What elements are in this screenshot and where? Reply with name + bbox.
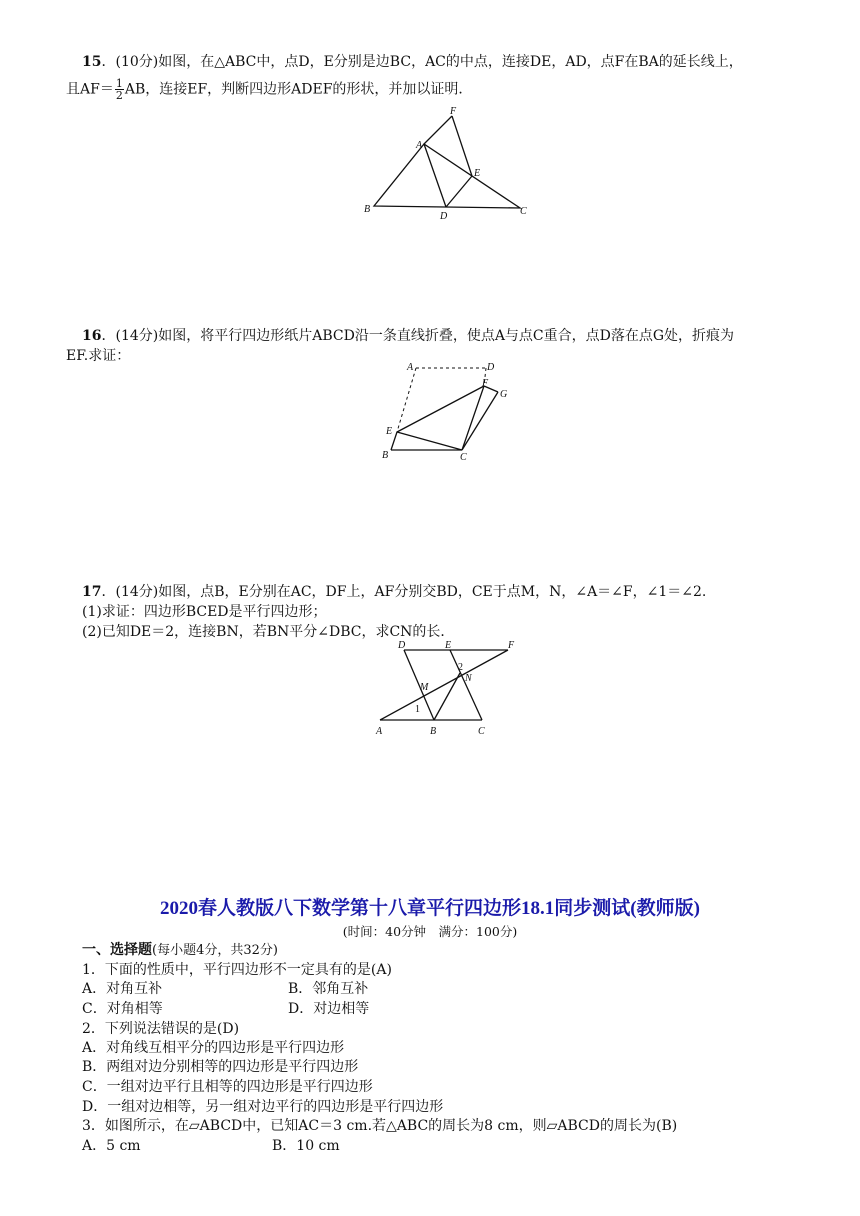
mc2-option-d: D．一组对边相等，另一组对边平行的四边形是平行四边形 bbox=[82, 1099, 444, 1115]
q16-label-a: A bbox=[407, 362, 414, 373]
section-note: (每小题4分，共32分) bbox=[152, 943, 278, 958]
q17-label-n: N bbox=[465, 673, 472, 684]
mc2-option-b: B．两组对边分别相等的四边形是平行四边形 bbox=[82, 1059, 359, 1075]
q17-text-1: ．(14分)如图，点B，E分别在AC，DF上，AF分别交BD，CE于点M，N，∠A＝∠F，∠1＝∠2. bbox=[101, 584, 707, 600]
q17-figure bbox=[370, 640, 530, 740]
q17-label-a: A bbox=[376, 726, 383, 737]
mc1-option-a: A．对角互补 bbox=[82, 981, 163, 997]
mc1-option-c: C．对角相等 bbox=[82, 1001, 163, 1017]
q15-text-2a: 且AF＝ bbox=[66, 81, 114, 98]
mc1-option-d: D．对边相等 bbox=[288, 1001, 370, 1017]
q15-number: 15 bbox=[82, 54, 102, 70]
q15-segment-fe bbox=[452, 116, 472, 176]
q17-label-1: 1 bbox=[415, 704, 420, 715]
q15-figure bbox=[360, 104, 540, 224]
q17-segment-bn bbox=[434, 673, 460, 720]
q15-triangle-abc bbox=[374, 144, 520, 208]
q16-label-f: F bbox=[482, 378, 489, 389]
q17-line2: (1)求证：四边形BCED是平行四边形； bbox=[82, 604, 327, 620]
q16-label-e: E bbox=[386, 426, 393, 437]
q16-number: 16 bbox=[82, 328, 102, 344]
page-title: 2020春人教版八下数学第十八章平行四边形18.1同步测试(教师版) bbox=[160, 898, 700, 919]
fraction-denominator: 2 bbox=[115, 89, 123, 102]
q16-label-d: D bbox=[487, 362, 495, 373]
q15-text-1: ．(10分)如图，在△ABC中，点D，E分别是边BC，AC的中点，连接DE，AD，点F在BA的延长线上， bbox=[101, 54, 743, 70]
q17-segment-ec bbox=[450, 650, 482, 720]
mc2-option-c: C．一组对边平行且相等的四边形是平行四边形 bbox=[82, 1079, 373, 1095]
q17-label-d: D bbox=[398, 640, 406, 651]
q17-label-b: B bbox=[430, 726, 437, 737]
mc3-option-a: A．5 cm bbox=[82, 1138, 141, 1154]
q15-line1 bbox=[82, 52, 820, 72]
mc1-option-b: B．邻角互补 bbox=[288, 981, 369, 997]
section-title: 一、选择题 bbox=[82, 942, 152, 958]
q17-label-f: F bbox=[508, 640, 515, 651]
mc1-stem: 1．下面的性质中，平行四边形不一定具有的是(A) bbox=[82, 962, 392, 978]
fraction-numerator: 1 bbox=[115, 77, 123, 90]
q16-segment-ec bbox=[397, 432, 462, 450]
q15-label-f: F bbox=[450, 106, 457, 117]
q15-label-a: A bbox=[416, 140, 423, 151]
q17-segment-af bbox=[380, 650, 508, 720]
q16-segment-gc bbox=[462, 392, 498, 450]
q16-line2: EF.求证： bbox=[66, 348, 131, 364]
mc3-stem: 3．如图所示，在▱ABCD中，已知AC＝3 cm.若△ABC的周长为8 cm，则▱ABCD的周长为(B) bbox=[82, 1118, 678, 1134]
q17-line1 bbox=[82, 582, 820, 602]
q15-label-e: E bbox=[474, 168, 481, 179]
q15-label-b: B bbox=[364, 204, 371, 215]
q16-figure bbox=[380, 360, 520, 463]
mc2-option-a: A．对角线互相平分的四边形是平行四边形 bbox=[82, 1040, 345, 1056]
mc3-option-b: B．10 cm bbox=[272, 1138, 340, 1154]
q16-label-g: G bbox=[500, 389, 508, 400]
q16-dashed-ae bbox=[397, 368, 416, 432]
q15-segment-ad bbox=[424, 144, 446, 207]
q15-segment-af bbox=[424, 116, 452, 144]
q16-label-b: B bbox=[382, 450, 389, 461]
q17-label-c: C bbox=[478, 726, 485, 737]
q16-line1 bbox=[82, 326, 820, 346]
mc2-stem: 2．下列说法错误的是(D) bbox=[82, 1021, 240, 1037]
half-fraction bbox=[115, 78, 124, 101]
q17-label-e: E bbox=[445, 640, 452, 651]
q15-label-d: D bbox=[440, 211, 448, 222]
page-subtitle: (时间：40分钟 满分：100分) bbox=[342, 924, 518, 939]
section-heading bbox=[82, 940, 278, 961]
q17-number: 17 bbox=[82, 584, 102, 600]
q15-segment-de bbox=[446, 176, 472, 207]
q15-text-2b: AB，连接EF，判断四边形ADEF的形状，并加以证明． bbox=[124, 81, 473, 98]
q16-label-c: C bbox=[460, 452, 467, 463]
q17-label-2: 2 bbox=[458, 662, 463, 673]
q15-label-c: C bbox=[520, 206, 527, 217]
q17-label-m: M bbox=[420, 682, 429, 693]
q17-line3: (2)已知DE＝2，连接BN，若BN平分∠DBC，求CN的长． bbox=[82, 624, 455, 640]
q15-line2 bbox=[66, 78, 472, 101]
q16-text-1: ．(14分)如图，将平行四边形纸片ABCD沿一条直线折叠，使点A与点C重合，点D落在点G处，折痕为 bbox=[101, 328, 735, 344]
